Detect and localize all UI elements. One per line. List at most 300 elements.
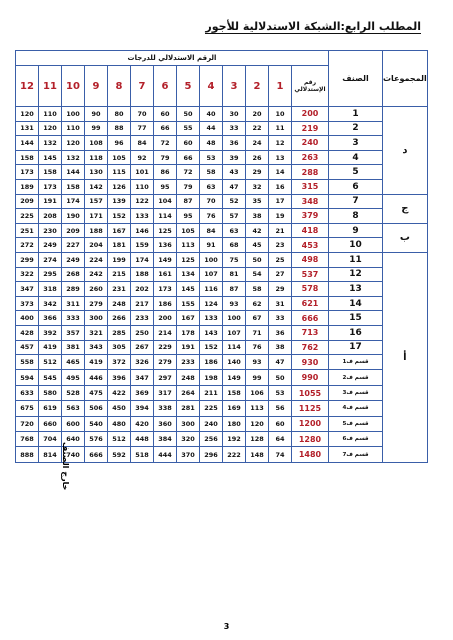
degree-value-cell: 106 [246, 385, 269, 400]
grid-row [16, 325, 428, 340]
degree-value-cell: 518 [131, 447, 154, 462]
base-index-cell: 315 [292, 179, 329, 194]
degree-value-cell: 209 [62, 223, 85, 238]
degree-value-cell: 57 [223, 209, 246, 224]
degree-value-cell: 173 [16, 165, 39, 180]
degree-value-cell: 704 [39, 432, 62, 447]
degree-value-cell: 131 [16, 121, 39, 136]
degree-value-cell: 16 [269, 179, 292, 194]
grid-row [16, 447, 428, 462]
degree-value-cell: 136 [154, 238, 177, 253]
class-cell: 2 [329, 121, 383, 136]
degree-value-cell: 322 [16, 267, 39, 282]
degree-value-cell: 56 [269, 401, 292, 416]
degree-value-cell: 173 [154, 282, 177, 297]
class-cell: 1 [329, 107, 383, 122]
degree-header: 2 [246, 66, 269, 107]
base-index-cell: 1280 [292, 432, 329, 447]
class-cell: قسم ف7 [329, 447, 383, 462]
degree-value-cell: 178 [177, 325, 200, 340]
degree-value-cell: 285 [108, 325, 131, 340]
degree-value-cell: 158 [223, 385, 246, 400]
group-cell: ج [383, 194, 428, 223]
degree-value-cell: 70 [131, 107, 154, 122]
class-cell: 12 [329, 267, 383, 282]
page-title: المطلب الرابع:الشبكة الاستدلالية للأجور [205, 20, 421, 33]
degree-value-cell: 594 [16, 370, 39, 385]
degree-value-cell: 159 [131, 238, 154, 253]
degree-value-cell: 66 [177, 150, 200, 165]
degree-value-cell: 120 [16, 107, 39, 122]
degree-value-cell: 114 [154, 209, 177, 224]
degree-value-cell: 225 [16, 209, 39, 224]
grid-row [16, 179, 428, 194]
degree-value-cell: 394 [131, 401, 154, 416]
degree-value-cell: 224 [85, 252, 108, 267]
degree-value-cell: 528 [62, 385, 85, 400]
base-index-cell: 219 [292, 121, 329, 136]
degree-value-cell: 95 [154, 179, 177, 194]
class-cell: 8 [329, 209, 383, 224]
degree-value-cell: 326 [131, 355, 154, 370]
degree-value-cell: 281 [177, 401, 200, 416]
degree-value-cell: 12 [269, 136, 292, 151]
degree-value-cell: 189 [16, 179, 39, 194]
degree-value-cell: 128 [246, 432, 269, 447]
degree-value-cell: 29 [246, 165, 269, 180]
degree-value-cell: 29 [269, 282, 292, 297]
class-cell: قسم ف4 [329, 401, 383, 416]
base-index-cell: 418 [292, 223, 329, 238]
base-index-cell: 1055 [292, 385, 329, 400]
degree-value-cell: 167 [108, 223, 131, 238]
degree-value-cell: 198 [200, 370, 223, 385]
degree-value-cell: 50 [177, 107, 200, 122]
degree-value-cell: 60 [154, 107, 177, 122]
degree-header: 6 [154, 66, 177, 107]
degree-value-cell: 174 [62, 194, 85, 209]
degree-value-cell: 357 [62, 325, 85, 340]
degree-value-cell: 33 [269, 311, 292, 326]
degree-value-cell: 53 [200, 150, 223, 165]
degree-value-cell: 249 [62, 252, 85, 267]
degree-value-cell: 96 [108, 136, 131, 151]
degree-header: 1 [269, 66, 292, 107]
grid-row [16, 267, 428, 282]
degree-value-cell: 145 [39, 150, 62, 165]
base-index-cell: 713 [292, 325, 329, 340]
degree-value-cell: 120 [62, 136, 85, 151]
degree-value-cell: 60 [177, 136, 200, 151]
degree-value-cell: 38 [246, 209, 269, 224]
degree-value-cell: 264 [177, 385, 200, 400]
degree-value-cell: 25 [269, 252, 292, 267]
degree-value-cell: 279 [154, 355, 177, 370]
degree-value-cell: 347 [131, 370, 154, 385]
degree-value-cell: 360 [154, 416, 177, 431]
degree-value-cell: 45 [246, 238, 269, 253]
grid-row [16, 385, 428, 400]
degree-value-cell: 297 [154, 370, 177, 385]
degrees-header: الرقم الاستدلالي للدرجات [16, 51, 329, 66]
base-index-cell: 762 [292, 340, 329, 355]
degree-value-cell: 506 [85, 401, 108, 416]
degree-value-cell: 91 [200, 238, 223, 253]
degree-value-cell: 186 [154, 296, 177, 311]
class-cell: 10 [329, 238, 383, 253]
degree-value-cell: 24 [246, 136, 269, 151]
degree-value-cell: 79 [154, 150, 177, 165]
base-index-cell: 240 [292, 136, 329, 151]
degree-value-cell: 66 [154, 121, 177, 136]
degree-value-cell: 619 [39, 401, 62, 416]
degree-value-cell: 60 [269, 416, 292, 431]
degree-value-cell: 53 [269, 385, 292, 400]
degree-value-cell: 42 [246, 223, 269, 238]
base-index-cell: 498 [292, 252, 329, 267]
degree-value-cell: 72 [177, 165, 200, 180]
degree-value-cell: 289 [62, 282, 85, 297]
degree-value-cell: 115 [108, 165, 131, 180]
degree-value-cell: 558 [16, 355, 39, 370]
degree-value-cell: 256 [200, 432, 223, 447]
degree-value-cell: 27 [269, 267, 292, 282]
degree-value-cell: 30 [223, 107, 246, 122]
degree-value-cell: 76 [246, 340, 269, 355]
degree-value-cell: 512 [39, 355, 62, 370]
degree-value-cell: 666 [85, 447, 108, 462]
degree-value-cell: 149 [154, 252, 177, 267]
degree-value-cell: 576 [85, 432, 108, 447]
grid-row [16, 355, 428, 370]
base-index-cell: 348 [292, 194, 329, 209]
degree-value-cell: 233 [177, 355, 200, 370]
grid-row [16, 194, 428, 209]
degree-value-cell: 134 [177, 267, 200, 282]
degree-value-cell: 110 [62, 121, 85, 136]
grid-row [16, 209, 428, 224]
degree-value-cell: 231 [108, 282, 131, 297]
class-cell: قسم ف1 [329, 355, 383, 370]
degree-value-cell: 222 [223, 447, 246, 462]
degree-value-cell: 202 [131, 282, 154, 297]
class-cell: 9 [329, 223, 383, 238]
class-header: الصنف [329, 51, 383, 107]
degree-value-cell: 155 [177, 296, 200, 311]
degree-value-cell: 211 [200, 385, 223, 400]
degree-value-cell: 126 [108, 179, 131, 194]
degree-value-cell: 188 [131, 267, 154, 282]
degree-value-cell: 50 [246, 252, 269, 267]
degree-value-cell: 145 [177, 282, 200, 297]
degree-value-cell: 249 [39, 238, 62, 253]
grid-row [16, 252, 428, 267]
degree-value-cell: 142 [85, 179, 108, 194]
degree-value-cell: 347 [16, 282, 39, 297]
degree-value-cell: 47 [269, 355, 292, 370]
degree-value-cell: 21 [269, 223, 292, 238]
degree-value-cell: 93 [223, 296, 246, 311]
degree-header: 8 [108, 66, 131, 107]
degree-value-cell: 229 [154, 340, 177, 355]
degree-value-cell: 158 [16, 150, 39, 165]
degree-value-cell: 72 [154, 136, 177, 151]
index-grid-table [15, 50, 428, 463]
degree-value-cell: 125 [154, 223, 177, 238]
base-index-cell: 578 [292, 282, 329, 297]
degree-value-cell: 428 [16, 325, 39, 340]
degree-value-cell: 114 [223, 340, 246, 355]
degree-value-cell: 190 [62, 209, 85, 224]
groups-header: المجموعات [383, 51, 428, 107]
degree-value-cell: 296 [200, 447, 223, 462]
class-cell: 13 [329, 282, 383, 297]
degree-value-cell: 54 [246, 267, 269, 282]
degree-value-cell: 248 [177, 370, 200, 385]
degree-value-cell: 675 [16, 401, 39, 416]
degree-value-cell: 370 [177, 447, 200, 462]
degree-value-cell: 32 [246, 179, 269, 194]
degree-value-cell: 44 [200, 121, 223, 136]
degree-value-cell: 107 [223, 325, 246, 340]
degree-value-cell: 62 [246, 296, 269, 311]
degree-value-cell: 64 [269, 432, 292, 447]
degree-value-cell: 720 [16, 416, 39, 431]
degree-value-cell: 19 [269, 209, 292, 224]
degree-value-cell: 333 [62, 311, 85, 326]
grid-row [16, 311, 428, 326]
degree-value-cell: 132 [62, 150, 85, 165]
degree-value-cell: 169 [223, 401, 246, 416]
degree-value-cell: 305 [108, 340, 131, 355]
degree-value-cell: 84 [131, 136, 154, 151]
degree-value-cell: 87 [177, 194, 200, 209]
degree-value-cell: 240 [200, 416, 223, 431]
degree-header: 10 [62, 66, 85, 107]
degree-value-cell: 158 [39, 165, 62, 180]
base-index-cell: 288 [292, 165, 329, 180]
degree-header: 3 [223, 66, 246, 107]
degree-value-cell: 120 [39, 121, 62, 136]
degree-value-cell: 217 [131, 296, 154, 311]
group-cell: د [383, 107, 428, 195]
degree-value-cell: 342 [39, 296, 62, 311]
degree-value-cell: 495 [62, 370, 85, 385]
degree-value-cell: 33 [223, 121, 246, 136]
degree-value-cell: 47 [223, 179, 246, 194]
degree-value-cell: 140 [223, 355, 246, 370]
class-cell: 5 [329, 165, 383, 180]
out-of-class-label: خارج الصنف [61, 442, 70, 491]
degree-value-cell: 373 [16, 296, 39, 311]
degree-value-cell: 52 [223, 194, 246, 209]
degree-value-cell: 320 [177, 432, 200, 447]
degree-value-cell: 563 [62, 401, 85, 416]
degree-value-cell: 208 [39, 209, 62, 224]
degree-value-cell: 186 [200, 355, 223, 370]
base-index-cell: 1200 [292, 416, 329, 431]
grid-row [16, 282, 428, 297]
degree-value-cell: 58 [200, 165, 223, 180]
grid-row [16, 370, 428, 385]
grid-row [16, 416, 428, 431]
degree-value-cell: 214 [154, 325, 177, 340]
degree-value-cell: 99 [85, 121, 108, 136]
degree-value-cell: 267 [131, 340, 154, 355]
degree-value-cell: 251 [16, 223, 39, 238]
degree-value-cell: 580 [39, 385, 62, 400]
degree-value-cell: 366 [39, 311, 62, 326]
degree-value-cell: 74 [269, 447, 292, 462]
degree-value-cell: 39 [223, 150, 246, 165]
degree-value-cell: 35 [246, 194, 269, 209]
degree-value-cell: 139 [108, 194, 131, 209]
degree-value-cell: 180 [223, 416, 246, 431]
degree-value-cell: 130 [85, 165, 108, 180]
degree-value-cell: 152 [200, 340, 223, 355]
degree-value-cell: 422 [108, 385, 131, 400]
degree-value-cell: 22 [246, 121, 269, 136]
base-index-cell: 930 [292, 355, 329, 370]
class-cell: قسم ف5 [329, 416, 383, 431]
degree-value-cell: 81 [223, 267, 246, 282]
class-cell: 7 [329, 194, 383, 209]
base-index-cell: 1125 [292, 401, 329, 416]
degree-value-cell: 227 [62, 238, 85, 253]
degree-header: 12 [16, 66, 39, 107]
class-cell: 6 [329, 179, 383, 194]
degree-value-cell: 63 [223, 223, 246, 238]
degree-value-cell: 55 [177, 121, 200, 136]
salary-grid [15, 50, 428, 491]
degree-value-cell: 343 [85, 340, 108, 355]
degree-value-cell: 71 [246, 325, 269, 340]
grid-row [16, 401, 428, 416]
degree-value-cell: 68 [223, 238, 246, 253]
grid-row [16, 107, 428, 122]
degree-value-cell: 268 [62, 267, 85, 282]
degree-header: 11 [39, 66, 62, 107]
base-index-header: رقم الإستدلالي [292, 66, 329, 107]
degree-value-cell: 768 [16, 432, 39, 447]
degree-value-cell: 124 [200, 296, 223, 311]
degree-value-cell: 640 [62, 432, 85, 447]
degree-value-cell: 79 [177, 179, 200, 194]
degree-value-cell: 274 [39, 252, 62, 267]
degree-value-cell: 299 [16, 252, 39, 267]
degree-value-cell: 133 [200, 311, 223, 326]
degree-value-cell: 105 [108, 150, 131, 165]
base-index-cell: 200 [292, 107, 329, 122]
degree-value-cell: 108 [85, 136, 108, 151]
degree-value-cell: 36 [223, 136, 246, 151]
degree-value-cell: 80 [108, 107, 131, 122]
group-cell: أ [383, 252, 428, 462]
degree-value-cell: 317 [154, 385, 177, 400]
degree-value-cell: 633 [16, 385, 39, 400]
degree-value-cell: 13 [269, 150, 292, 165]
grid-row [16, 223, 428, 238]
degree-value-cell: 76 [200, 209, 223, 224]
degree-value-cell: 400 [16, 311, 39, 326]
degree-value-cell: 230 [39, 223, 62, 238]
class-cell: 11 [329, 252, 383, 267]
degree-value-cell: 321 [85, 325, 108, 340]
degree-value-cell: 272 [16, 238, 39, 253]
grid-row [16, 121, 428, 136]
degree-value-cell: 84 [200, 223, 223, 238]
degree-value-cell: 814 [39, 447, 62, 462]
degree-value-cell: 149 [223, 370, 246, 385]
degree-value-cell: 242 [85, 267, 108, 282]
degree-value-cell: 88 [108, 121, 131, 136]
degree-value-cell: 11 [269, 121, 292, 136]
degree-value-cell: 99 [246, 370, 269, 385]
degree-value-cell: 174 [131, 252, 154, 267]
degree-value-cell: 113 [177, 238, 200, 253]
degree-value-cell: 23 [269, 238, 292, 253]
degree-value-cell: 372 [108, 355, 131, 370]
class-cell: 17 [329, 340, 383, 355]
degree-value-cell: 419 [39, 340, 62, 355]
degree-value-cell: 266 [108, 311, 131, 326]
degree-value-cell: 392 [39, 325, 62, 340]
grid-row [16, 296, 428, 311]
degree-value-cell: 200 [154, 311, 177, 326]
degree-value-cell: 90 [85, 107, 108, 122]
degree-header: 5 [177, 66, 200, 107]
degree-value-cell: 260 [85, 282, 108, 297]
class-cell: قسم ف2 [329, 370, 383, 385]
degree-value-cell: 209 [16, 194, 39, 209]
class-cell: 15 [329, 311, 383, 326]
degree-value-cell: 86 [154, 165, 177, 180]
degree-value-cell: 77 [131, 121, 154, 136]
degree-value-cell: 120 [246, 416, 269, 431]
degree-value-cell: 740 [62, 447, 85, 462]
base-index-cell: 1480 [292, 447, 329, 462]
degree-value-cell: 43 [223, 165, 246, 180]
degree-value-cell: 157 [85, 194, 108, 209]
base-index-cell: 379 [292, 209, 329, 224]
class-cell: قسم ف3 [329, 385, 383, 400]
degree-value-cell: 75 [223, 252, 246, 267]
degree-value-cell: 888 [16, 447, 39, 462]
class-cell: 3 [329, 136, 383, 151]
degree-value-cell: 143 [200, 325, 223, 340]
degree-value-cell: 420 [131, 416, 154, 431]
degree-value-cell: 592 [108, 447, 131, 462]
degree-value-cell: 132 [39, 136, 62, 151]
degree-value-cell: 110 [39, 107, 62, 122]
base-index-cell: 621 [292, 296, 329, 311]
degree-value-cell: 173 [39, 179, 62, 194]
degree-value-cell: 116 [200, 282, 223, 297]
degree-value-cell: 225 [200, 401, 223, 416]
degree-value-cell: 92 [131, 150, 154, 165]
degree-value-cell: 384 [154, 432, 177, 447]
degree-value-cell: 133 [131, 209, 154, 224]
degree-value-cell: 100 [223, 311, 246, 326]
degree-value-cell: 300 [85, 311, 108, 326]
degree-value-cell: 38 [269, 340, 292, 355]
degree-value-cell: 95 [177, 209, 200, 224]
grid-row [16, 165, 428, 180]
degree-value-cell: 188 [85, 223, 108, 238]
degree-value-cell: 58 [246, 282, 269, 297]
degree-value-cell: 10 [269, 107, 292, 122]
degree-value-cell: 192 [223, 432, 246, 447]
